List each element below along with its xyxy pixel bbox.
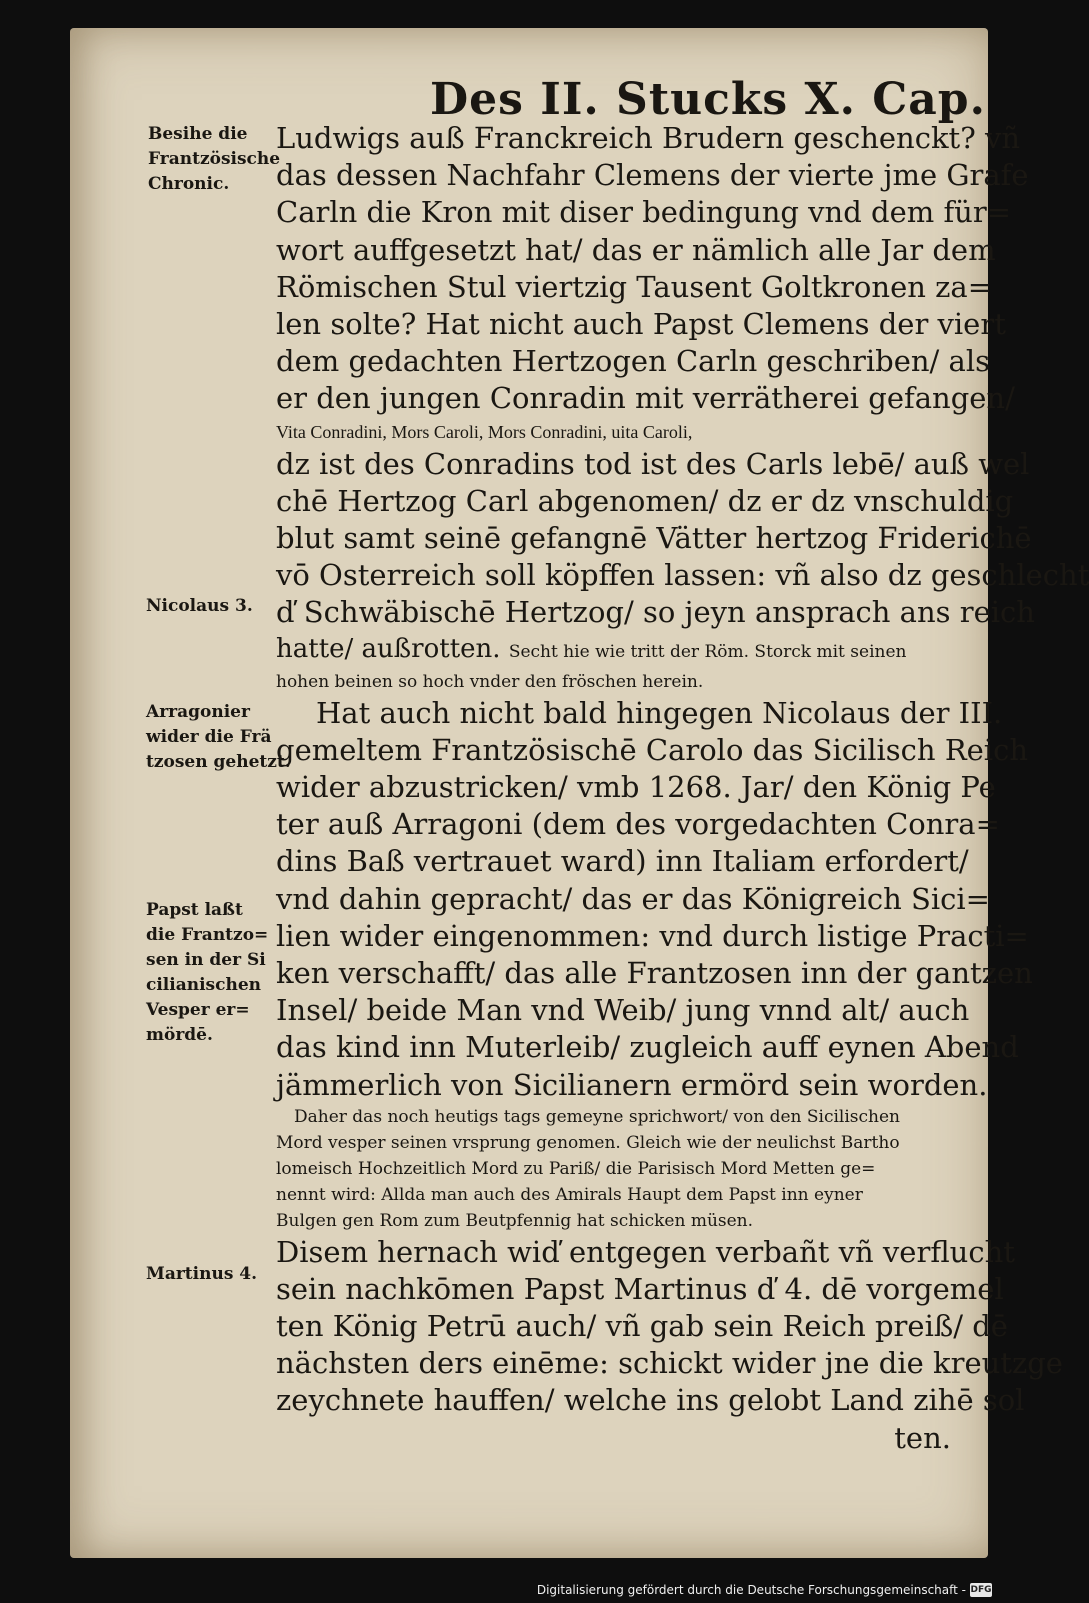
margin-note-line: wider die Frä (146, 727, 272, 747)
margin-note-line: cilianischen (146, 975, 262, 995)
text-line: wider abzustricken/ vmb 1268. Jar/ den König Pe (276, 770, 996, 804)
margin-note-line: Vesper er= (146, 1000, 250, 1020)
paragraph-start-line: Hat auch nicht bald hingegen Nicolaus der III. (316, 695, 1003, 730)
margin-note-line: die Frantzo= (146, 925, 269, 945)
text-line: er den jungen Conradin mit verrätherei gefangen/ (276, 381, 1015, 416)
text-line: Disem hernach wiď entgegen verbañt vñ verflucht (276, 1234, 1015, 1269)
text-line: zeychnete hauffen/ welche ins gelobt Land zihē sol (276, 1383, 1025, 1418)
margin-note-line: Frantzösische (148, 149, 281, 169)
body-text (276, 120, 1089, 1457)
text-line: dem gedachten Hertzogen Carln geschriben/ als (276, 344, 990, 379)
text-line: ken verschafft/ das alle Frantzosen inn der gantzen (276, 955, 1033, 990)
text-line: len solte? Hat nicht auch Papst Clemens der viert (276, 306, 1006, 341)
small-text-line: Bulgen gen Rom zum Beutpfennig hat schicken müsen. (276, 1210, 754, 1231)
text-line: ter auß Arragoni (dem des vorgedachten Conra= (276, 807, 1000, 842)
text-line: Carln die Kron mit diser bedingung vnd dem für= (276, 195, 1012, 230)
digitization-credit (537, 1583, 992, 1597)
margin-note-line: Besihe die (148, 124, 248, 144)
text-line: ten König Petrū auch/ vñ gab sein Reich preiß/ dē (276, 1309, 1008, 1344)
text-line: wort auffgesetzt hat/ das er nämlich alle Jar dem (276, 232, 996, 267)
margin-note-line: Arragonier (146, 702, 250, 722)
running-header: Des II. Stucks X. Cap. (430, 74, 986, 125)
margin-note-line: sen in der Si (146, 950, 266, 970)
dfg-logo-icon: DFG (970, 1585, 992, 1595)
margin-note-line: Chronic. (148, 174, 230, 194)
text-line: sein nachkōmen Papst Martinus ď 4. dē vorgemel (276, 1271, 1004, 1306)
margin-note-4 (146, 898, 276, 1048)
margin-note-line: mördē. (146, 1025, 213, 1045)
text-line-mixed (276, 631, 981, 668)
text-line: dins Baß vertrauet ward) inn Italiam erfordert/ (276, 844, 969, 879)
text-line: vō Osterreich soll köpffen lassen: vñ also dz geschlecht (276, 558, 1089, 593)
text-line-last: ten. (894, 1420, 951, 1455)
margin-note-3 (146, 700, 291, 775)
margin-note-5 (146, 1262, 276, 1287)
text-line: blut samt seinē gefangnē Vätter hertzog Friderichē (276, 520, 1032, 555)
text-line: Römischen Stul viertzig Tausent Goltkronen za= (276, 269, 992, 304)
margin-note-2 (146, 594, 276, 619)
small-text-line: hohen beinen so hoch vnder den fröschen herein. (276, 671, 704, 692)
text-line: nächsten ders einēme: schickt wider jne die kreutzge (276, 1346, 1063, 1381)
text-line: chē Hertzog Carl abgenomen/ dz er dz vnschuldig (276, 483, 1014, 518)
text-line: das dessen Nachfahr Clemens der vierte jme Grafe (276, 158, 1029, 193)
text-line: Insel/ beide Man vnd Weib/ jung vnnd alt/ auch (276, 993, 970, 1028)
text-segment: hatte/ außrotten. (276, 634, 501, 665)
margin-note-line: tzosen gehetzt. (146, 752, 291, 772)
text-line: Ludwigs auß Franckreich Brudern geschenckt? vñ (276, 121, 1021, 155)
margin-note-1 (148, 122, 281, 197)
margin-note-line: Nicolaus 3. (146, 596, 253, 616)
text-line: dz ist des Conradins tod ist des Carls lebē/ auß wel (276, 446, 1030, 481)
text-line: vnd dahin gepracht/ das er das Königreich Sici= (276, 881, 990, 916)
text-line: gemeltem Frantzösischē Carolo das Sicilisch Reich (276, 732, 1029, 767)
footer-text: Digitalisierung gefördert durch die Deutsche Forschungsgemeinschaft - (536, 1583, 966, 1597)
text-line: lien wider eingenommen: vnd durch listige Practi= (276, 918, 1029, 953)
small-text-line: lomeisch Hochzeitlich Mord zu Pariß/ die Parisisch Mord Metten ge= (276, 1158, 876, 1179)
small-text-line: Mord vesper seinen vrsprung genomen. Gleich wie der neulichst Bartho (276, 1132, 900, 1153)
margin-note-line: Papst laßt (146, 900, 243, 920)
margin-note-line: Martinus 4. (146, 1264, 258, 1284)
text-line: das kind inn Muterleib/ zugleich auff eynen Abend (276, 1030, 1019, 1065)
small-text-line: nennt wird: Allda man auch des Amirals Haupt dem Papst inn eyner (276, 1184, 863, 1205)
text-line: jämmerlich von Sicilianern ermörd sein worden. (276, 1067, 988, 1102)
small-text-line: Daher das noch heutigs tags gemeyne sprichwort/ von den Sicilischen (294, 1106, 900, 1127)
text-line: ď Schwäbischē Hertzog/ so jeyn ansprach ans reich (276, 595, 1035, 630)
inline-small-text: Secht hie wie tritt der Röm. Storck mit seinen (508, 642, 907, 663)
latin-line: Vita Conradini, Mors Caroli, Mors Conradini, uita Caroli, (276, 421, 693, 442)
